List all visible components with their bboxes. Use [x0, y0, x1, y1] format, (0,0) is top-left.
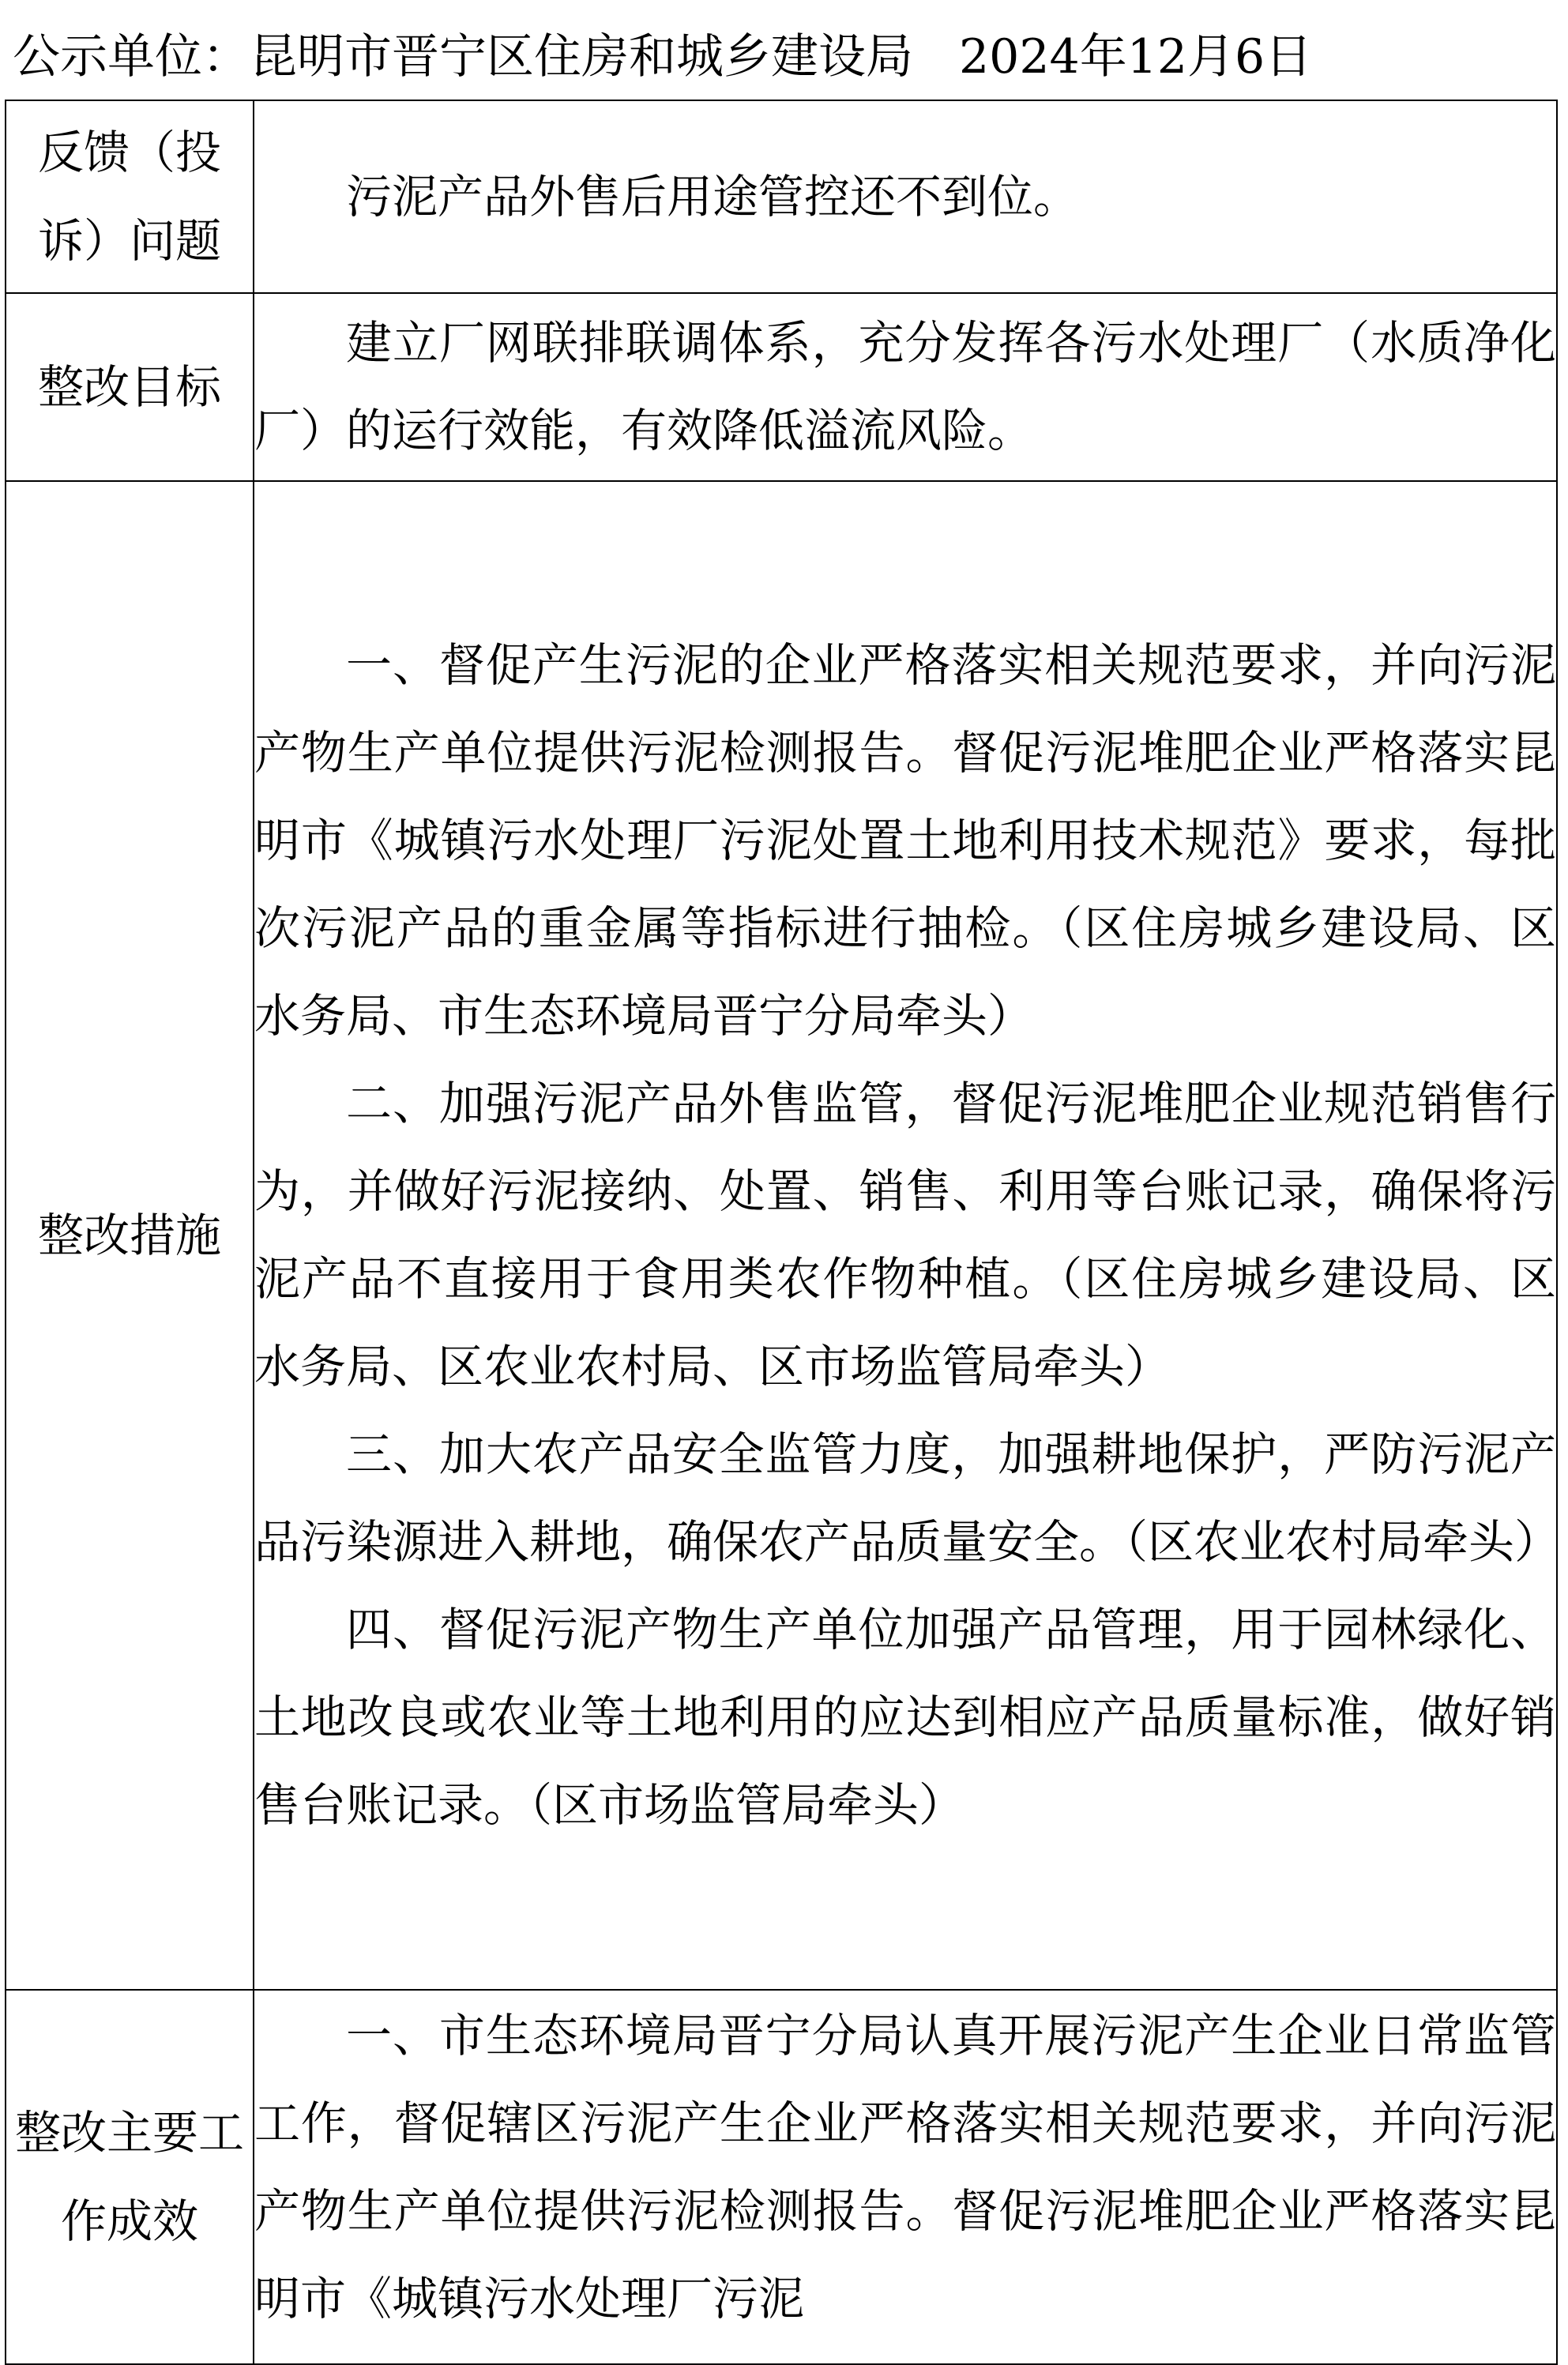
- row-label-main-results: 整改主要工作成效: [6, 1990, 254, 2364]
- row-label-rectification-goal: 整改目标: [6, 293, 254, 481]
- result-paragraph-1: 一、市生态环境局晋宁分局认真开展污泥产生企业日常监管工作，督促辖区污泥产生企业严格落实相关规范要求，并向污泥产物生产单位提供污泥检测报告。督促污泥堆肥企业严格落实昆明市《城镇污水处理厂污泥: [254, 2009, 1556, 2326]
- publish-date: 2024年12月6日: [959, 29, 1313, 85]
- row-label-feedback-issue: 反馈（投诉）问题: [6, 100, 254, 293]
- row-content-rectification-goal: [254, 293, 1557, 481]
- content-paragraph: 建立厂网联排联调体系，充分发挥各污水处理厂（水质净化厂）的运行效能，有效降低溢流风险。: [254, 316, 1556, 457]
- measure-paragraph-4: 四、督促污泥产物生产单位加强产品管理，用于园林绿化、土地改良或农业等土地利用的应达到相应产品质量标准，做好销售台账记录。（区市场监管局牵头）: [254, 1603, 1556, 1832]
- row-label-rectification-measures: 整改措施: [6, 481, 254, 1990]
- table-row-main-results: [6, 1990, 1557, 2364]
- rectification-table: [5, 100, 1561, 2365]
- measure-paragraph-1: 一、督促产生污泥的企业严格落实相关规范要求，并向污泥产物生产单位提供污泥检测报告。督促污泥堆肥企业严格落实昆明市《城镇污水处理厂污泥处置土地利用技术规范》要求，每批次污泥产品的重金属等指标进行抽检。（区住房城乡建设局、区水务局、市生态环境局晋宁分局牵头）: [254, 638, 1556, 1043]
- table-row-rectification-measures: [6, 481, 1557, 1990]
- table-row-rectification-goal: [6, 293, 1557, 481]
- publishing-unit: 公示单位：昆明市晋宁区住房和城乡建设局: [13, 29, 913, 85]
- notice-header: [13, 19, 1561, 95]
- row-content-rectification-measures: [254, 481, 1561, 1990]
- row-content-feedback-issue: [254, 100, 1557, 293]
- content-paragraph: 污泥产品外售后用途管控还不到位。: [346, 169, 1080, 224]
- measure-paragraph-2: 二、加强污泥产品外售监管，督促污泥堆肥企业规范销售行为，并做好污泥接纳、处置、销售、利用等台账记录，确保将污泥产品不直接用于食用类农作物种植。（区住房城乡建设局、区水务局、区农业农村局、区市场监管局牵头）: [254, 1077, 1556, 1393]
- row-content-main-results: [254, 1990, 1557, 2364]
- measure-paragraph-3: 三、加大农产品安全监管力度，加强耕地保护，严防污泥产品污染源进入耕地，确保农产品质量安全。（区农业农村局牵头）: [254, 1427, 1561, 1569]
- table-row-feedback-issue: [6, 100, 1557, 293]
